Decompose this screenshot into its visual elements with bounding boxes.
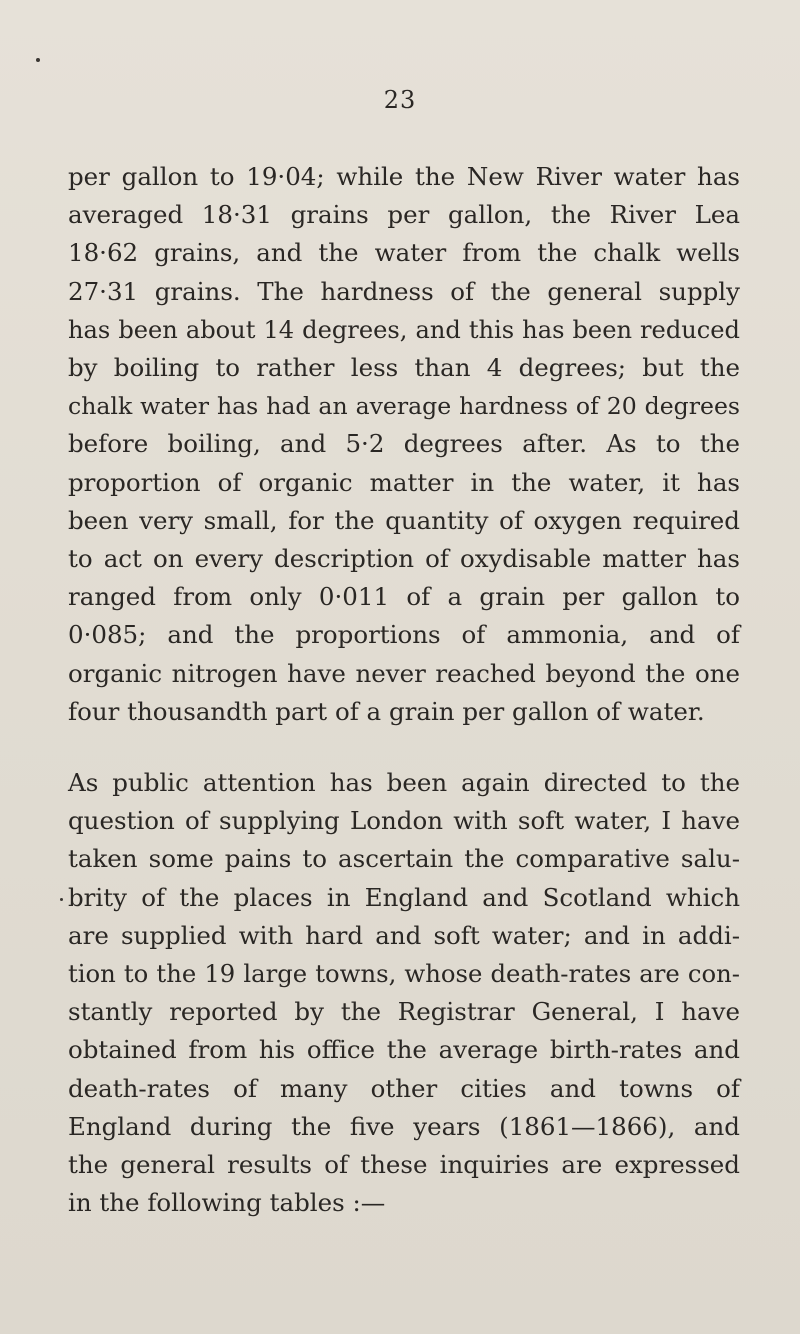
text-line: ranged from only 0·011 of a grain per gallon to [68, 582, 740, 612]
text-line: per gallon to 19·04; while the New River water has [68, 162, 740, 191]
text-line: are supplied with hard and soft water; and in addi- [68, 920, 740, 950]
text-line: chalk water has had an average hardness of 20 degrees [68, 392, 740, 421]
text-line: England during the five years (1861—1866), and [68, 1111, 740, 1141]
text-line: proportion of organic matter in the water, it has [68, 467, 740, 497]
text-line: As public attention has been again directed to the [68, 768, 740, 797]
text-line: in the following tables :— [68, 1188, 386, 1218]
page-number: 23 [383, 86, 417, 114]
text-line: stantly reported by the Registrar General, I have [68, 997, 740, 1027]
text-line: brity of the places in England and Scotland which [68, 882, 740, 912]
text-line: has been about 14 degrees, and this has been reduced [68, 315, 740, 344]
text-line: death-rates of many other cities and towns of [68, 1073, 740, 1103]
text-line: been very small, for the quantity of oxygen required [68, 505, 740, 535]
paragraph-water-analysis [68, 158, 740, 731]
text-line: obtained from his office the average birth-rates and [68, 1035, 740, 1065]
text-line: 27·31 grains. The hardness of the general supply [68, 276, 740, 306]
text-line: question of supplying London with soft water, I have [68, 806, 740, 836]
paragraph-soft-water-inquiry [68, 764, 740, 1222]
text-line: organic nitrogen have never reached beyond the one [68, 658, 740, 688]
text-line: taken some pains to ascertain the comparative salu- [68, 844, 740, 874]
ink-speck [36, 58, 40, 62]
text-line: the general results of these inquiries are expressed [68, 1150, 740, 1180]
text-line: four thousandth part of a grain per gallon of water. [68, 696, 705, 726]
text-line: before boiling, and 5·2 degrees after. As to the [68, 429, 740, 459]
text-line: to act on every description of oxydisable matter has [68, 544, 740, 574]
text-line: 18·62 grains, and the water from the chalk wells [68, 238, 740, 268]
text-line: tion to the 19 large towns, whose death-rates are con- [68, 959, 740, 989]
text-line: 0·085; and the proportions of ammonia, and of [68, 620, 740, 650]
text-line: averaged 18·31 grains per gallon, the River Lea [68, 200, 740, 230]
text-line: by boiling to rather less than 4 degrees; but the [68, 353, 740, 383]
ink-speck [60, 898, 63, 901]
